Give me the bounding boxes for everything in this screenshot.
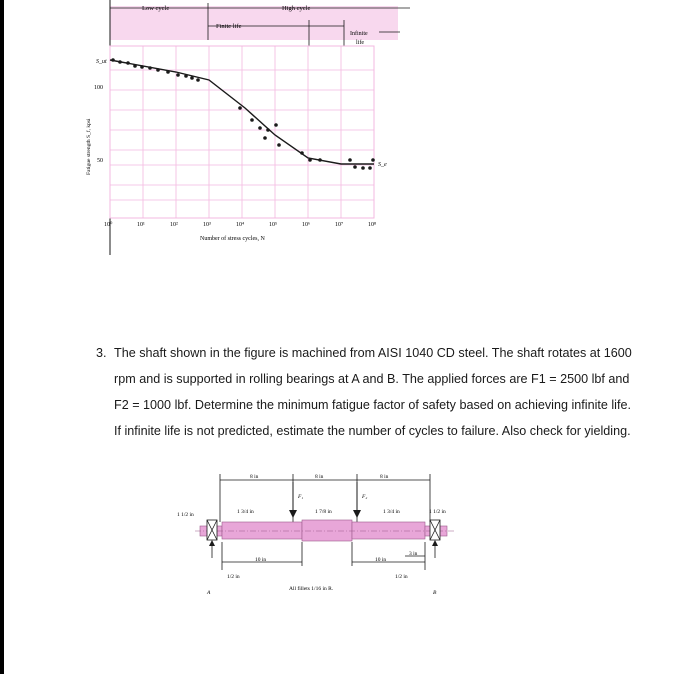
bearing-a bbox=[207, 520, 217, 540]
x-tick-8: 10⁸ bbox=[368, 222, 377, 228]
dim-10in-b: 10 in bbox=[375, 557, 387, 563]
high-cycle-label: High cycle bbox=[282, 5, 311, 12]
plot-area bbox=[110, 46, 375, 218]
dia-right-inner: 1 3/4 in bbox=[383, 509, 400, 515]
low-cycle-label: Low cycle bbox=[142, 5, 170, 12]
problem-line-4: If infinite life is not predicted, estimate the number of cycles to failure. Also check for yielding. bbox=[114, 424, 631, 438]
support-b-label: B bbox=[433, 590, 437, 596]
y-tick-50: 50 bbox=[97, 158, 103, 164]
y-axis-label: Fatigue strength S_f, kpsi bbox=[86, 118, 92, 175]
problem-line-2: rpm and is supported in rolling bearings at A and B. The applied forces are F1 = 2500 lbf and bbox=[114, 372, 630, 386]
f1-label: F₁ bbox=[298, 494, 304, 500]
x-tick-5: 10⁵ bbox=[269, 222, 278, 228]
problem-line-3: F2 = 1000 lbf. Determine the minimum fatigue factor of safety based on achieving infinite life. bbox=[114, 398, 631, 412]
y-tick-100: 100 bbox=[94, 85, 103, 91]
problem-statement bbox=[96, 340, 656, 444]
x-tick-0: 10⁰ bbox=[104, 222, 113, 228]
shaft-body bbox=[200, 520, 447, 541]
f2-label: F₂ bbox=[362, 494, 368, 500]
x-axis-label: Number of stress cycles, N bbox=[200, 236, 265, 242]
x-tick-2: 10² bbox=[170, 222, 178, 228]
finite-life-label: Finite life bbox=[216, 23, 242, 30]
x-tick-1: 10¹ bbox=[137, 222, 145, 228]
x-tick-4: 10⁴ bbox=[236, 222, 245, 228]
x-tick-3: 10³ bbox=[203, 222, 211, 228]
bearing-b bbox=[430, 520, 440, 540]
dim-half-left: 1/2 in bbox=[227, 574, 240, 580]
dim-half-right: 1/2 in bbox=[395, 574, 408, 580]
fatigue-sn-chart bbox=[80, 0, 420, 260]
x-tick-7: 10⁷ bbox=[335, 222, 344, 228]
dim-8in-a: 8 in bbox=[250, 474, 259, 480]
se-label: S_e bbox=[378, 162, 387, 168]
x-tick-6: 10⁶ bbox=[302, 222, 311, 228]
dia-left-outer: 1 1/2 in bbox=[177, 512, 194, 518]
infinite-life-label-2: life bbox=[356, 40, 364, 46]
infinite-life-label-1: Infinite bbox=[350, 31, 368, 37]
problem-line-1: The shaft shown in the figure is machined from AISI 1040 CD steel. The shaft rotates at 1600 bbox=[114, 346, 632, 360]
dia-right-outer: 1 1/2 in bbox=[429, 509, 446, 515]
fillet-note: All fillets 1/16 in R. bbox=[289, 586, 334, 592]
support-a-label: A bbox=[207, 590, 211, 596]
sut-label: S_ut bbox=[96, 59, 107, 65]
x-ticks bbox=[104, 221, 376, 228]
dim-10in-a: 10 in bbox=[255, 557, 267, 563]
dim-8in-b: 8 in bbox=[315, 474, 324, 480]
dia-center: 1 7/8 in bbox=[315, 509, 332, 515]
shaft-figure bbox=[165, 462, 465, 612]
left-edge-bar bbox=[0, 0, 4, 674]
dim-8in-c: 8 in bbox=[380, 474, 389, 480]
problem-number: 3. bbox=[96, 346, 107, 360]
dia-left-inner: 1 3/4 in bbox=[237, 509, 254, 515]
dim-3in: 3 in bbox=[409, 551, 418, 557]
